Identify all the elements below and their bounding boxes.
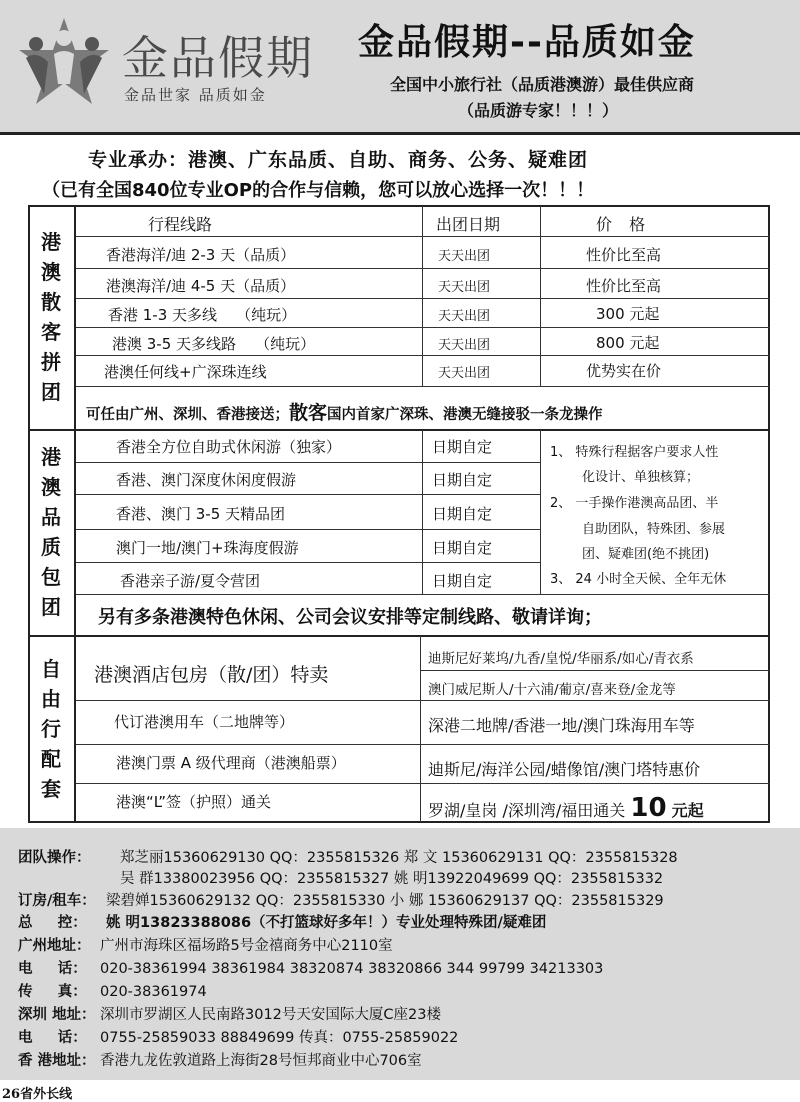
contact-value: 020-38361974 — [100, 984, 207, 1000]
contact-sz-address-row — [18, 1003, 441, 1024]
logo-people-icon — [14, 14, 114, 110]
contact-label: 电 话： — [18, 961, 87, 977]
section-label-char: 由 — [41, 687, 61, 711]
contact-label: 传 真： — [18, 984, 87, 1000]
contact-gz-tel-row — [18, 957, 603, 978]
contact-sz-tel-row — [18, 1026, 458, 1047]
table-row-detail: 迪斯尼好莱坞/九香/皇悦/华丽系/如心/青衣系 — [428, 651, 694, 667]
contact-hk-address-row — [18, 1049, 422, 1070]
divider — [76, 355, 770, 356]
section-label-char: 客 — [41, 320, 61, 344]
divider — [76, 298, 770, 299]
page-footer: 26省外长线 — [2, 1087, 73, 1102]
section-label-char: 散 — [41, 290, 61, 314]
divider — [76, 700, 770, 701]
divider — [540, 206, 541, 386]
table-row-service: 港澳“L”签（护照）通关 — [116, 793, 271, 811]
contact-label: 团队操作： — [18, 850, 91, 866]
contact-label: 总 控： — [18, 915, 87, 931]
section-label-char: 澳 — [41, 475, 61, 499]
contact-label: 香 港地址： — [18, 1053, 96, 1069]
contact-value: 0755-25859033 88849699 传真：0755-25859022 — [100, 1030, 459, 1046]
section-label-char: 拼 — [41, 350, 61, 374]
table-row-service: 港澳门票 A 级代理商（港澳船票） — [116, 754, 346, 772]
header-subtitle: 全国中小旅行社（品质港澳游）最佳供应商 — [390, 75, 695, 94]
contact-value: 姚 明13823388086（不打篮球好多年！）专业处理特殊团/疑难团 — [106, 915, 547, 931]
section-label-char: 质 — [41, 535, 61, 559]
divider — [76, 594, 770, 595]
contact-value: 郑芝丽15360629130 QQ：2355815326 郑 文 15360629131 QQ：2355815328 — [120, 850, 678, 866]
table-row-route: 港澳 3-5 天多线路 （纯玩） — [112, 335, 316, 353]
section-label-char: 行 — [41, 717, 61, 741]
table-row-route: 澳门一地/澳门+珠海度假游 — [116, 539, 299, 557]
divider — [76, 744, 770, 745]
table-row-date: 天天出团 — [438, 249, 491, 264]
section-label-char: 澳 — [41, 260, 61, 284]
table-row-date: 天天出团 — [438, 366, 491, 381]
table-row-detail — [428, 793, 704, 823]
feature-line: 1、 特殊行程据客户要求人性 — [550, 445, 719, 460]
header-subtitle-2: （品质游专家！！！） — [458, 101, 619, 120]
table-row-date: 日期自定 — [432, 539, 493, 557]
header-banner — [0, 0, 800, 135]
contact-gz-fax-row — [18, 980, 207, 1001]
table-row-route: 港澳海洋/迪 4-5 天（品质） — [106, 277, 296, 295]
intro-services: 专业承办：港澳、广东品质、自助、商务、公务、疑难团 — [88, 149, 589, 171]
section-label-char: 品 — [41, 505, 61, 529]
table-row-date: 日期自定 — [432, 471, 493, 489]
section-label-char: 包 — [41, 565, 61, 589]
contact-booking-row — [18, 889, 664, 910]
section-label-char: 港 — [41, 445, 61, 469]
table-row-date: 日期自定 — [432, 438, 493, 456]
section-divider — [28, 429, 770, 431]
table-row-route: 香港 1-3 天多线 （纯玩） — [108, 306, 297, 324]
contact-value: 梁碧婵15360629132 QQ：2355815330 小 娜 15360629137 QQ：2355815329 — [106, 893, 664, 909]
table-row-price: 性价比至高 — [586, 246, 662, 264]
table-row-route: 港澳任何线+广深珠连线 — [104, 363, 267, 381]
divider — [76, 236, 770, 237]
section-label-char: 港 — [41, 230, 61, 254]
section-label-char: 团 — [41, 380, 61, 404]
section-label-char: 配 — [41, 747, 61, 771]
divider — [76, 327, 770, 328]
contact-label: 深圳 地址： — [18, 1007, 96, 1023]
note-part: 国内首家广深珠、港澳无缝接驳一条龙操作 — [327, 407, 603, 423]
table-row-price: 优势实在价 — [586, 362, 662, 380]
intro-trust: （已有全国840位专业OP的合作与信赖，您可以放心选择一次！！！ — [42, 180, 595, 201]
contact-value: 020-38361994 38361984 38320874 38320866 344 99799 34213303 — [100, 961, 604, 977]
contact-control-row — [18, 911, 546, 932]
divider — [76, 562, 540, 563]
table-row-route: 香港全方位自助式休闲游（独家） — [116, 438, 342, 456]
table-row-service: 港澳酒店包房（散/团）特卖 — [94, 664, 329, 686]
col-header-price: 价 格 — [596, 215, 652, 234]
contact-team-row-2 — [18, 867, 663, 888]
section-label-char: 团 — [41, 595, 61, 619]
page-title: 金品假期--品质如金 — [358, 22, 696, 63]
contact-gz-address-row — [18, 934, 393, 955]
feature-line: 化设计、单独核算； — [582, 470, 700, 485]
table-row-detail: 深港二地牌/香港一地/澳门珠海用车等 — [428, 716, 695, 735]
note-part: 可任由广州、深圳、香港接送； — [86, 407, 289, 423]
divider — [76, 462, 540, 463]
divider — [422, 206, 423, 386]
table-row-date: 天天出团 — [438, 338, 491, 353]
section-label-char: 自 — [41, 657, 61, 681]
divider — [76, 494, 540, 495]
detail-text: 罗湖/皇岗 /深圳湾/福田通关 — [428, 801, 626, 820]
divider — [420, 636, 421, 822]
feature-line: 3、 24 小时全天候、全年无休 — [550, 572, 727, 587]
section-label-free-travel — [28, 635, 76, 823]
col-header-date: 出团日期 — [436, 215, 501, 234]
table-row-detail: 澳门威尼斯人/十六浦/葡京/喜来登/金龙等 — [428, 682, 676, 698]
col-header-route: 行程线路 — [148, 215, 213, 234]
feature-line: 团、疑难团(绝不挑团) — [582, 547, 710, 562]
table-row-route: 香港、澳门 3-5 天精品团 — [116, 505, 286, 523]
contact-team-row — [18, 846, 678, 867]
section1-note — [86, 398, 603, 425]
brand-tagline: 金品世家 品质如金 — [124, 86, 267, 104]
contact-value: 吴 群13380023956 QQ：2355815327 姚 明13922049699 QQ：2355815332 — [120, 871, 664, 887]
section-label-private-tours — [28, 429, 76, 635]
feature-line: 2、 一手操作港澳高品团、半 — [550, 496, 719, 511]
table-row-service: 代订港澳用车（二地牌等） — [114, 713, 295, 731]
section-label-char: 套 — [41, 777, 61, 801]
table-row-route: 香港、澳门深度休闲度假游 — [116, 471, 297, 489]
divider — [540, 430, 541, 594]
section-divider — [28, 635, 770, 637]
table-row-price: 性价比至高 — [586, 277, 662, 295]
note-highlight: 散客 — [289, 402, 328, 424]
divider — [76, 783, 770, 784]
divider — [422, 430, 423, 594]
contact-value: 深圳市罗湖区人民南路3012号天安国际大厦C座23楼 — [100, 1007, 441, 1023]
table-row-route: 香港海洋/迪 2-3 天（品质） — [106, 246, 296, 264]
section-label-group-tours — [28, 205, 76, 429]
table-row-route: 香港亲子游/夏令营团 — [120, 572, 261, 590]
table-row-date: 日期自定 — [432, 572, 493, 590]
contact-value: 广州市海珠区福场路5号金禧商务中心2110室 — [100, 938, 393, 954]
section2-note: 另有多条港澳特色休闲、公司会议安排等定制线路、敬请详询； — [98, 607, 602, 628]
divider — [420, 670, 770, 671]
detail-tail: 元起 — [671, 801, 704, 820]
brand-name: 金品假期 — [122, 31, 314, 85]
divider — [76, 268, 770, 269]
contact-label: 电 话： — [18, 1030, 87, 1046]
contact-label: 广州地址： — [18, 938, 91, 954]
divider — [76, 529, 540, 530]
contact-label: 订房/租车： — [18, 893, 96, 909]
contact-value: 香港九龙佐敦道路上海街28号恒邦商业中心706室 — [100, 1053, 422, 1069]
price-highlight: 10 — [630, 793, 667, 823]
table-row-price: 800 元起 — [596, 334, 660, 352]
divider — [76, 386, 770, 387]
table-row-detail: 迪斯尼/海洋公园/蜡像馆/澳门塔特惠价 — [428, 760, 701, 779]
table-row-date: 天天出团 — [438, 280, 491, 295]
table-row-date: 日期自定 — [432, 505, 493, 523]
table-row-date: 天天出团 — [438, 309, 491, 324]
table-row-price: 300 元起 — [596, 305, 660, 323]
feature-line: 自助团队，特殊团、参展 — [582, 522, 726, 537]
